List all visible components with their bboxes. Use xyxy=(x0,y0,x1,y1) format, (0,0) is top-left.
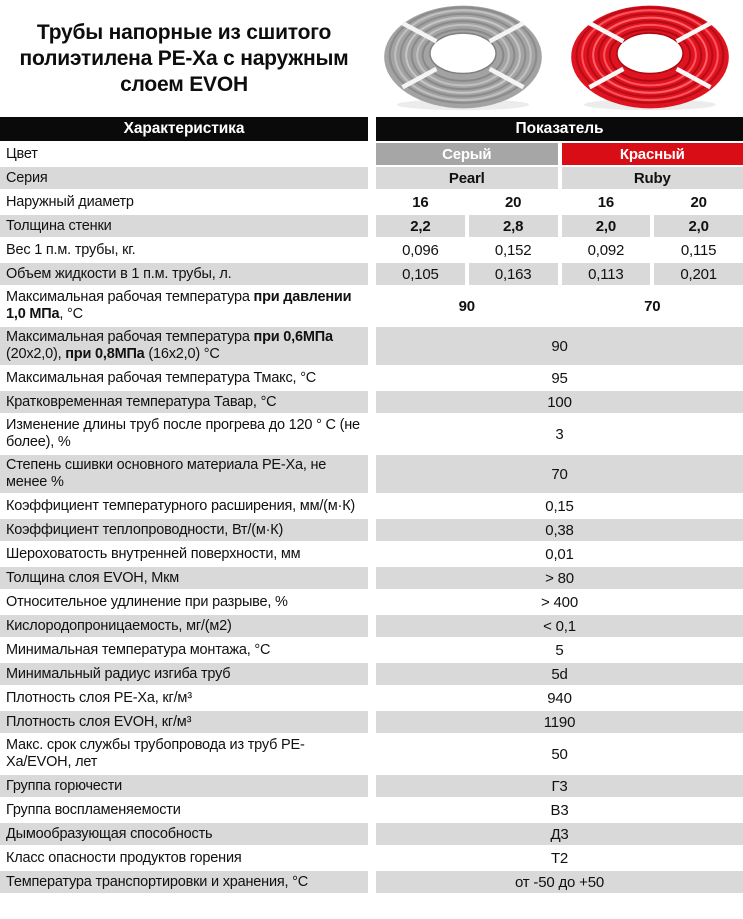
row-label-text: Вес 1 п.м. трубы, кг. xyxy=(6,241,136,258)
row-values xyxy=(376,847,743,869)
row-values xyxy=(376,639,743,661)
value-cell: 2,0 xyxy=(654,215,743,237)
table-row xyxy=(0,191,743,213)
table-row xyxy=(0,711,743,733)
table-row xyxy=(0,663,743,685)
value-cell: > 80 xyxy=(376,567,743,589)
row-label-text: Цвет xyxy=(6,145,38,162)
table-row xyxy=(0,591,743,613)
gray-pipe-coil-image xyxy=(374,2,552,112)
table-row xyxy=(0,543,743,565)
row-label-text: Класс опасности продуктов горения xyxy=(6,849,242,866)
row-label xyxy=(0,847,368,869)
row-values xyxy=(376,455,743,493)
table-row xyxy=(0,167,743,189)
value-cell: 0,01 xyxy=(376,543,743,565)
row-label-text: при давлении 1,0 МПа xyxy=(6,289,352,322)
row-label-text: Изменение длины труб после прогрева до 120 ° C (не более), % xyxy=(6,417,360,450)
row-label-text: Плотность слоя EVOH, кг/м³ xyxy=(6,713,192,730)
row-values xyxy=(376,495,743,517)
row-values xyxy=(376,591,743,613)
row-label xyxy=(0,263,368,285)
value-cell: 70 xyxy=(376,455,743,493)
table-row xyxy=(0,775,743,797)
value-cell: 2,0 xyxy=(562,215,651,237)
row-label-text: (16x2,0) °C xyxy=(144,346,220,362)
row-label xyxy=(0,519,368,541)
title-wrap xyxy=(0,0,368,117)
row-values xyxy=(376,711,743,733)
row-label xyxy=(0,167,368,189)
value-cell: 0,113 xyxy=(562,263,651,285)
value-cell: 50 xyxy=(376,735,743,773)
value-cell: < 0,1 xyxy=(376,615,743,637)
table-row xyxy=(0,415,743,453)
value-cell: от -50 до +50 xyxy=(376,871,743,893)
row-label xyxy=(0,391,368,413)
table-row xyxy=(0,367,743,389)
header-cell-characteristic: Характеристика xyxy=(0,117,368,141)
row-values xyxy=(376,823,743,845)
row-values xyxy=(376,143,743,165)
page-title: Трубы напорные из сшитого полиэтилена PE-Xa с наружным слоем EVOH xyxy=(19,20,349,96)
value-cell: 0,38 xyxy=(376,519,743,541)
value-cell: 70 xyxy=(562,287,743,325)
header-section xyxy=(0,0,743,117)
value-cell: 0,152 xyxy=(469,239,558,261)
table-header-row xyxy=(0,117,743,141)
table-row xyxy=(0,215,743,237)
row-label xyxy=(0,327,368,365)
table-body xyxy=(0,143,743,893)
row-label-text: (20x2,0), xyxy=(6,346,66,362)
value-cell: 0,105 xyxy=(376,263,465,285)
row-label-text: , °C xyxy=(59,306,83,322)
row-label xyxy=(0,615,368,637)
row-label-text: Объем жидкости в 1 п.м. трубы, л. xyxy=(6,265,232,282)
row-values xyxy=(376,391,743,413)
row-values xyxy=(376,735,743,773)
row-label xyxy=(0,367,368,389)
row-label xyxy=(0,415,368,453)
value-cell: 100 xyxy=(376,391,743,413)
table-row xyxy=(0,615,743,637)
table-row xyxy=(0,799,743,821)
table-row xyxy=(0,391,743,413)
row-label xyxy=(0,591,368,613)
table-row xyxy=(0,519,743,541)
value-cell: 90 xyxy=(376,327,743,365)
row-values xyxy=(376,799,743,821)
row-values xyxy=(376,775,743,797)
value-cell: 16 xyxy=(376,191,465,213)
row-label-text: Относительное удлинение при разрыве, % xyxy=(6,593,288,610)
row-label xyxy=(0,543,368,565)
table-row xyxy=(0,143,743,165)
value-cell: 0,096 xyxy=(376,239,465,261)
row-label xyxy=(0,663,368,685)
row-label-text: Серия xyxy=(6,169,48,186)
value-cell: 0,201 xyxy=(654,263,743,285)
value-cell: 940 xyxy=(376,687,743,709)
value-cell: 0,092 xyxy=(562,239,651,261)
row-label-text: Коэффициент температурного расширения, мм/(м·К) xyxy=(6,497,356,514)
row-label-text: Толщина стенки xyxy=(6,217,112,234)
row-values xyxy=(376,567,743,589)
row-label xyxy=(0,799,368,821)
value-cell: 0,15 xyxy=(376,495,743,517)
table-row xyxy=(0,567,743,589)
table-row xyxy=(0,239,743,261)
row-label xyxy=(0,191,368,213)
value-cell: Pearl xyxy=(376,167,558,189)
row-label xyxy=(0,567,368,589)
row-label-text: Наружный диаметр xyxy=(6,193,134,210)
value-cell: 16 xyxy=(562,191,651,213)
value-cell: 0,163 xyxy=(469,263,558,285)
value-cell: 2,2 xyxy=(376,215,465,237)
value-cell: 20 xyxy=(469,191,558,213)
row-label-text: Степень сшивки основного материала PE-Xa, не менее % xyxy=(6,457,327,490)
row-values xyxy=(376,687,743,709)
row-label-text: Максимальная рабочая температура xyxy=(6,289,254,305)
table-row xyxy=(0,871,743,893)
row-label xyxy=(0,287,368,325)
table-row xyxy=(0,495,743,517)
row-label xyxy=(0,711,368,733)
spec-table xyxy=(0,117,743,893)
row-label xyxy=(0,871,368,893)
row-label-text: Максимальная рабочая температура xyxy=(6,329,254,345)
table-row xyxy=(0,327,743,365)
row-label xyxy=(0,495,368,517)
value-cell: 20 xyxy=(654,191,743,213)
row-values xyxy=(376,215,743,237)
value-cell: 1190 xyxy=(376,711,743,733)
row-label-text: Кислородопроницаемость, мг/(м2) xyxy=(6,617,232,634)
table-row xyxy=(0,263,743,285)
row-label-text: Коэффициент теплопроводности, Вт/(м·К) xyxy=(6,521,284,538)
red-pipe-coil-image xyxy=(561,2,739,112)
value-cell: 90 xyxy=(376,287,558,325)
table-row xyxy=(0,823,743,845)
value-cell: В3 xyxy=(376,799,743,821)
value-cell: 2,8 xyxy=(469,215,558,237)
row-values xyxy=(376,415,743,453)
row-label-text: Дымообразующая способность xyxy=(6,825,213,842)
row-values xyxy=(376,191,743,213)
row-values xyxy=(376,287,743,325)
row-label xyxy=(0,775,368,797)
header-cell-indicator: Показатель xyxy=(376,117,743,141)
value-cell: Г3 xyxy=(376,775,743,797)
row-values xyxy=(376,663,743,685)
table-row xyxy=(0,639,743,661)
value-cell: Ruby xyxy=(562,167,743,189)
row-label xyxy=(0,455,368,493)
color-cell-gray: Серый xyxy=(376,143,558,165)
value-cell: Д3 xyxy=(376,823,743,845)
table-row xyxy=(0,847,743,869)
row-label-text: Температура транспортировки и хранения, °C xyxy=(6,873,309,890)
value-cell: 95 xyxy=(376,367,743,389)
row-label-text: Минимальный радиус изгиба труб xyxy=(6,665,231,682)
row-label-text: при 0,8МПа xyxy=(65,346,145,362)
table-row xyxy=(0,455,743,493)
table-row xyxy=(0,735,743,773)
row-values xyxy=(376,543,743,565)
row-label xyxy=(0,639,368,661)
row-label xyxy=(0,735,368,773)
row-label-text: Группа воспламеняемости xyxy=(6,801,181,818)
product-images xyxy=(368,0,743,117)
value-cell: 3 xyxy=(376,415,743,453)
row-values xyxy=(376,327,743,365)
row-label-text: Кратковременная температура Тавар, °C xyxy=(6,393,277,410)
row-label-text: Плотность слоя PE-Xa, кг/м³ xyxy=(6,689,192,706)
row-values xyxy=(376,871,743,893)
row-label-text: при 0,6МПа xyxy=(253,329,333,345)
row-label-text: Толщина слоя EVOH, Мкм xyxy=(6,569,180,586)
value-cell: Т2 xyxy=(376,847,743,869)
row-label-text: Минимальная температура монтажа, °C xyxy=(6,641,271,658)
table-row xyxy=(0,287,743,325)
row-values xyxy=(376,263,743,285)
row-values xyxy=(376,367,743,389)
row-label-text: Макс. срок службы трубопровода из труб PE-Ха/EVOH, лет xyxy=(6,737,305,770)
value-cell: 0,115 xyxy=(654,239,743,261)
row-label xyxy=(0,239,368,261)
value-cell: 5d xyxy=(376,663,743,685)
row-values xyxy=(376,615,743,637)
row-label xyxy=(0,215,368,237)
row-label-text: Шероховатость внутренней поверхности, мм xyxy=(6,545,301,562)
row-values xyxy=(376,239,743,261)
row-label xyxy=(0,687,368,709)
color-cell-red: Красный xyxy=(562,143,743,165)
row-values xyxy=(376,519,743,541)
row-label xyxy=(0,143,368,165)
row-label-text: Группа горючести xyxy=(6,777,123,794)
row-values xyxy=(376,167,743,189)
value-cell: > 400 xyxy=(376,591,743,613)
row-label-text: Максимальная рабочая температура Тмакс, °C xyxy=(6,369,317,386)
row-label xyxy=(0,823,368,845)
table-row xyxy=(0,687,743,709)
value-cell: 5 xyxy=(376,639,743,661)
